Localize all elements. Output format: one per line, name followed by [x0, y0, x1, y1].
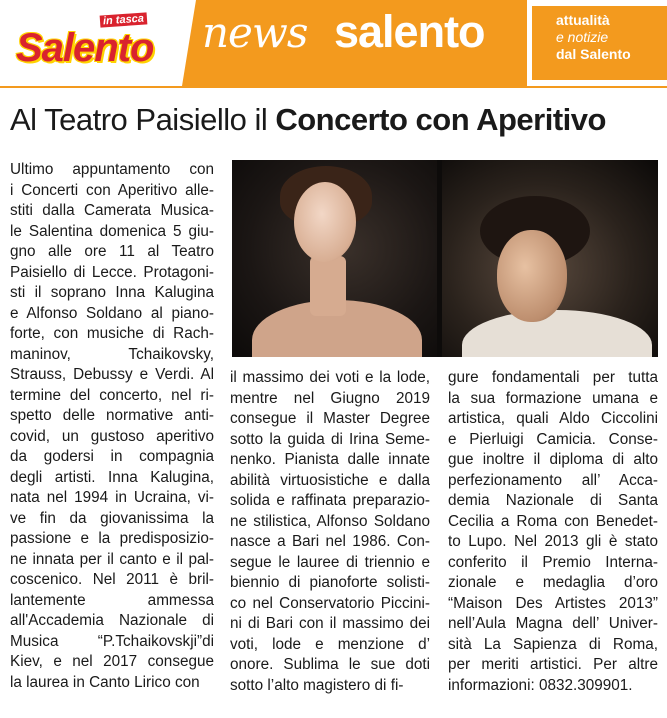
logo-wordmark: Salento [16, 26, 154, 70]
article-text-line: covid, un gustoso aperitivo [10, 427, 214, 445]
article-text-line: e Pierluigi Camicia. Conse- [448, 430, 658, 448]
article-text-line: i Concerti con Aperitivo alle- [10, 181, 214, 199]
article-column-2 [230, 368, 430, 696]
tagline-line-1: attualità [556, 12, 610, 28]
article-text-line: informazioni: 0832.309901. [448, 676, 633, 694]
article-text-line: maninov, Tchaikovsky, [10, 345, 214, 363]
article-text-line: gue inoltre il diploma di alto [448, 451, 658, 468]
article-text-line: voti, lode e menzione d’ [230, 635, 430, 653]
article-text-line: spetto delle normative anti- [10, 407, 214, 424]
section-tagline [532, 6, 667, 80]
soprano-portrait [232, 160, 437, 357]
article-text-line: solida e raffinata preparazio- [230, 492, 430, 509]
article-text-line: Cecilia a Roma con Benedet- [448, 512, 658, 530]
article-text-line: coscenico. Nel 2011 è bril- [10, 571, 214, 588]
article-text-line: termine del concerto, nel ri- [10, 386, 214, 404]
article-text-line: segue le lauree di triennio e [230, 553, 430, 571]
section-news-label: news [202, 8, 308, 57]
article-photo [232, 160, 658, 357]
article-text-line: Kiev, e nel 2017 consegue [10, 653, 214, 670]
section-salento-label: salento [334, 6, 485, 57]
article-text-line: Paisiello di Lecce. Protagoni- [10, 263, 214, 281]
tagline-line-3: dal Salento [556, 46, 631, 62]
article-text-line: per meriti artistici. Per altre [448, 656, 658, 673]
tagline-line-2: e notizie [556, 29, 609, 45]
article-text-line: gure fondamentali per tutta [448, 369, 658, 386]
article-text-line: “Maison Des Artistes 2013” [448, 594, 658, 612]
article-text-line: mentre nel Giugno 2019 [230, 389, 430, 407]
article-text-line: demia Nazionale di Santa [448, 492, 658, 509]
article-text-line: la laurea in Canto Lirico con [10, 673, 200, 691]
article-text-line: stiti dalla Camerata Musica- [10, 202, 214, 219]
article-text-line: consegue il Master Degree [230, 410, 430, 427]
article-text-line: la sua formazione umana e [448, 389, 658, 407]
article-text-line: to Lupo. Nel 2013 gli è stato [448, 533, 658, 550]
article-column-3 [448, 368, 658, 696]
article-text-line: all'Accademia Nazionale di [10, 612, 214, 629]
article-column-1 [10, 160, 214, 693]
page-header [0, 0, 667, 86]
article-text-line: sità La Sapienza di Roma, [448, 635, 658, 653]
article-text-line: perfezionamento all’ Acca- [448, 471, 658, 489]
article-text-line: ne innata per il canto e il pal- [10, 550, 214, 568]
article-text-line: sotto la guida di Irina Seme- [230, 430, 430, 448]
article-text-line: ne stilistica, Alfonso Soldano [230, 512, 430, 530]
article-text-line: conferito il Premio Interna- [448, 553, 658, 571]
section-banner [196, 0, 527, 86]
article-text-line: Ultimo appuntamento con [10, 161, 214, 178]
article-text-line: ni di Bari con il massimo dei [230, 615, 430, 632]
logo-subtitle: in tasca [100, 12, 148, 27]
article-title-plain: Al Teatro Paisiello il [10, 102, 276, 137]
article-text-line: biennio di pianoforte solisti- [230, 574, 430, 591]
article-text-line: e Alfonso Soldano al piano- [10, 304, 214, 322]
article-text-line: sotto l’alto magistero di fi- [230, 676, 404, 694]
article-text-line: onore. Sublima le sue doti [230, 656, 430, 673]
article-text-line: nell’Aula Magna dell’ Univer- [448, 615, 658, 632]
header-divider [0, 86, 667, 88]
article-text-line: da godersi in compagnia [10, 448, 214, 465]
article-title-bold: Concerto con Aperitivo [275, 102, 606, 137]
article-text-line: co nel Conservatorio Piccini- [230, 594, 430, 612]
article-text-line: forte, con musiche di Rach- [10, 325, 214, 342]
article-text-line: artistica, quali Aldo Ciccolini [448, 410, 658, 427]
article-text-line: Musica “P.Tchaikovskji”di [10, 632, 214, 650]
article-text-line: gno alle ore 11 al Teatro [10, 243, 214, 260]
article-text-line: Strauss, Debussy e Verdi. Al [10, 366, 214, 383]
pianist-portrait [442, 160, 658, 357]
article-text-line: nata nel 1994 in Ucraina, vi- [10, 489, 214, 506]
salento-in-tasca-logo [12, 10, 180, 76]
article-text-line: abilità virtuosistiche e dalla [230, 471, 430, 489]
article-title [10, 100, 660, 140]
article-text-line: nenko. Pianista dalle innate [230, 451, 430, 468]
article-text-line: ve fin da giovanissima la [10, 509, 214, 527]
article-text-line: il massimo dei voti e la lode, [230, 369, 430, 386]
article-text-line: passione e la predisposizio- [10, 530, 214, 547]
article-text-line: sti il soprano Inna Kalugina [10, 284, 214, 301]
article-text-line: nasce a Bari nel 1986. Con- [230, 533, 430, 550]
article-text-line: le Salentina domenica 5 giu- [10, 222, 214, 240]
article-text-line: zionale e medaglia d’oro [448, 574, 658, 591]
article-text-line: lantemente ammessa [10, 591, 214, 609]
article-text-line: degli artisti. Inna Kalugina, [10, 468, 214, 486]
